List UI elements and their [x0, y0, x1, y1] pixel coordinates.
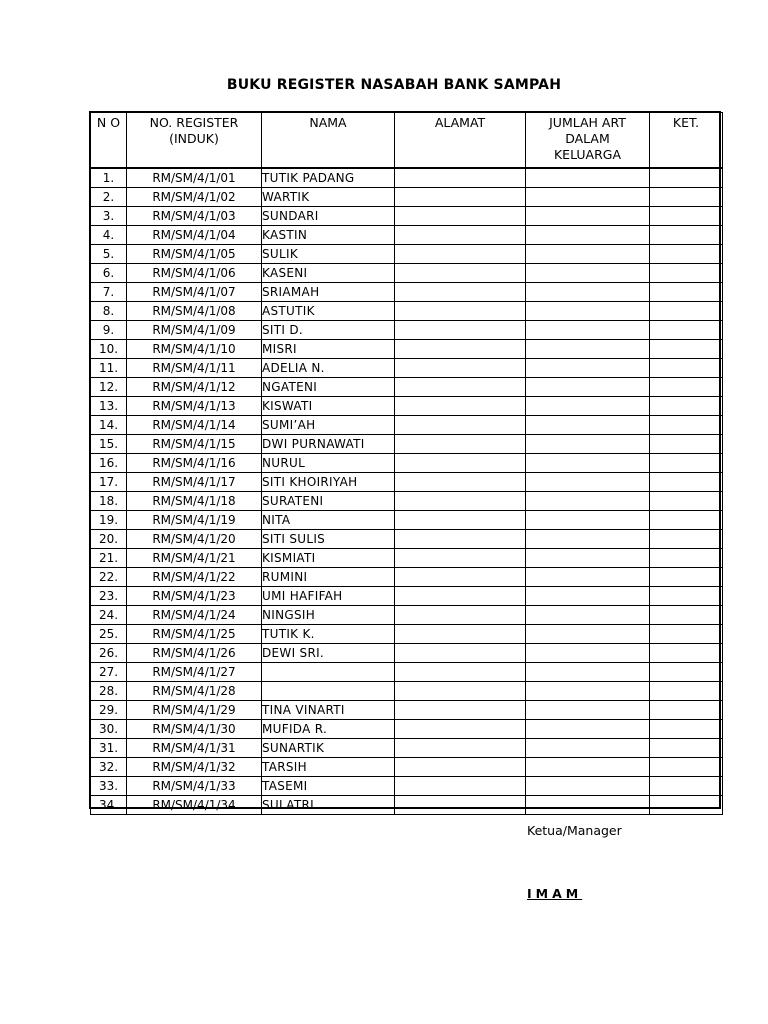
header-jumlah-art: JUMLAH ART DALAM KELUARGA: [526, 113, 650, 169]
jumlah-art-cell: [526, 473, 650, 492]
nama-cell: UMI HAFIFAH: [262, 587, 395, 606]
row-number-cell: 26.: [91, 644, 127, 663]
jumlah-art-cell: [526, 454, 650, 473]
table-row: [91, 701, 723, 720]
register-number-cell: RM/SM/4/1/34: [127, 796, 262, 815]
register-number-cell: RM/SM/4/1/19: [127, 511, 262, 530]
table-row: [91, 416, 723, 435]
table-row: [91, 397, 723, 416]
jumlah-art-cell: [526, 378, 650, 397]
ket-cell: [650, 720, 723, 739]
register-number-cell: RM/SM/4/1/09: [127, 321, 262, 340]
register-number-cell: RM/SM/4/1/05: [127, 245, 262, 264]
register-number-cell: RM/SM/4/1/26: [127, 644, 262, 663]
ket-cell: [650, 549, 723, 568]
row-number-cell: 2.: [91, 188, 127, 207]
table-row: [91, 530, 723, 549]
table-row: [91, 587, 723, 606]
alamat-cell: [395, 340, 526, 359]
nama-cell: KISWATI: [262, 397, 395, 416]
ket-cell: [650, 283, 723, 302]
nama-cell: NINGSIH: [262, 606, 395, 625]
jumlah-art-cell: [526, 625, 650, 644]
ket-cell: [650, 340, 723, 359]
alamat-cell: [395, 587, 526, 606]
nama-cell: [262, 663, 395, 682]
register-number-cell: RM/SM/4/1/25: [127, 625, 262, 644]
alamat-cell: [395, 625, 526, 644]
register-number-cell: RM/SM/4/1/31: [127, 739, 262, 758]
alamat-cell: [395, 359, 526, 378]
table-row: [91, 359, 723, 378]
register-number-cell: RM/SM/4/1/14: [127, 416, 262, 435]
register-number-cell: RM/SM/4/1/02: [127, 188, 262, 207]
ket-cell: [650, 568, 723, 587]
alamat-cell: [395, 435, 526, 454]
ket-cell: [650, 777, 723, 796]
nama-cell: SULIK: [262, 245, 395, 264]
table-row: [91, 777, 723, 796]
ket-cell: [650, 207, 723, 226]
nama-cell: MUFIDA R.: [262, 720, 395, 739]
nama-cell: SRIAMAH: [262, 283, 395, 302]
nama-cell: ADELIA N.: [262, 359, 395, 378]
ket-cell: [650, 416, 723, 435]
jumlah-art-cell: [526, 549, 650, 568]
ket-cell: [650, 758, 723, 777]
register-number-cell: RM/SM/4/1/11: [127, 359, 262, 378]
nama-cell: [262, 682, 395, 701]
table-row: [91, 264, 723, 283]
jumlah-art-cell: [526, 644, 650, 663]
ket-cell: [650, 397, 723, 416]
jumlah-art-cell: [526, 435, 650, 454]
nama-cell: SURATENI: [262, 492, 395, 511]
register-number-cell: RM/SM/4/1/08: [127, 302, 262, 321]
table-row: [91, 663, 723, 682]
register-number-cell: RM/SM/4/1/07: [127, 283, 262, 302]
alamat-cell: [395, 397, 526, 416]
ket-cell: [650, 264, 723, 283]
row-number-cell: 9.: [91, 321, 127, 340]
alamat-cell: [395, 473, 526, 492]
ket-cell: [650, 378, 723, 397]
ket-cell: [650, 625, 723, 644]
table-row: [91, 549, 723, 568]
table-row: [91, 378, 723, 397]
alamat-cell: [395, 758, 526, 777]
register-number-cell: RM/SM/4/1/10: [127, 340, 262, 359]
table-row: [91, 473, 723, 492]
table-row: [91, 796, 723, 815]
alamat-cell: [395, 207, 526, 226]
register-number-cell: RM/SM/4/1/28: [127, 682, 262, 701]
nama-cell: SUNARTIK: [262, 739, 395, 758]
nama-cell: SULATRI: [262, 796, 395, 815]
ket-cell: [650, 454, 723, 473]
row-number-cell: 30.: [91, 720, 127, 739]
table-row: [91, 739, 723, 758]
row-number-cell: 16.: [91, 454, 127, 473]
ket-cell: [650, 435, 723, 454]
register-number-cell: RM/SM/4/1/12: [127, 378, 262, 397]
row-number-cell: 29.: [91, 701, 127, 720]
signature-role: Ketua/Manager: [527, 823, 622, 838]
nama-cell: RUMINI: [262, 568, 395, 587]
jumlah-art-cell: [526, 796, 650, 815]
table-row: [91, 321, 723, 340]
jumlah-art-cell: [526, 168, 650, 188]
jumlah-art-cell: [526, 416, 650, 435]
table-row: [91, 340, 723, 359]
table-row: [91, 207, 723, 226]
alamat-cell: [395, 606, 526, 625]
alamat-cell: [395, 188, 526, 207]
row-number-cell: 32.: [91, 758, 127, 777]
alamat-cell: [395, 663, 526, 682]
alamat-cell: [395, 264, 526, 283]
row-number-cell: 24.: [91, 606, 127, 625]
register-number-cell: RM/SM/4/1/13: [127, 397, 262, 416]
nama-cell: SITI KHOIRIYAH: [262, 473, 395, 492]
nama-cell: SUNDARI: [262, 207, 395, 226]
register-number-cell: RM/SM/4/1/17: [127, 473, 262, 492]
row-number-cell: 5.: [91, 245, 127, 264]
row-number-cell: 4.: [91, 226, 127, 245]
register-number-cell: RM/SM/4/1/30: [127, 720, 262, 739]
nama-cell: SITI D.: [262, 321, 395, 340]
document-title: BUKU REGISTER NASABAH BANK SAMPAH: [226, 77, 562, 93]
alamat-cell: [395, 321, 526, 340]
nama-cell: ASTUTIK: [262, 302, 395, 321]
nama-cell: WARTIK: [262, 188, 395, 207]
ket-cell: [650, 492, 723, 511]
jumlah-art-cell: [526, 359, 650, 378]
jumlah-art-cell: [526, 264, 650, 283]
ket-cell: [650, 701, 723, 720]
jumlah-art-cell: [526, 720, 650, 739]
jumlah-art-cell: [526, 663, 650, 682]
register-number-cell: RM/SM/4/1/03: [127, 207, 262, 226]
nama-cell: TASEMI: [262, 777, 395, 796]
row-number-cell: 33.: [91, 777, 127, 796]
row-number-cell: 1.: [91, 168, 127, 188]
jumlah-art-cell: [526, 321, 650, 340]
alamat-cell: [395, 416, 526, 435]
alamat-cell: [395, 796, 526, 815]
row-number-cell: 13.: [91, 397, 127, 416]
alamat-cell: [395, 511, 526, 530]
ket-cell: [650, 359, 723, 378]
jumlah-art-cell: [526, 302, 650, 321]
row-number-cell: 8.: [91, 302, 127, 321]
table-row: [91, 435, 723, 454]
alamat-cell: [395, 777, 526, 796]
jumlah-art-cell: [526, 739, 650, 758]
register-number-cell: RM/SM/4/1/20: [127, 530, 262, 549]
alamat-cell: [395, 701, 526, 720]
ket-cell: [650, 796, 723, 815]
ket-cell: [650, 302, 723, 321]
table-header-row: [91, 113, 723, 169]
ket-cell: [650, 511, 723, 530]
register-number-cell: RM/SM/4/1/32: [127, 758, 262, 777]
alamat-cell: [395, 283, 526, 302]
row-number-cell: 17.: [91, 473, 127, 492]
row-number-cell: 10.: [91, 340, 127, 359]
nama-cell: DWI PURNAWATI: [262, 435, 395, 454]
nama-cell: SITI SULIS: [262, 530, 395, 549]
nama-cell: MISRI: [262, 340, 395, 359]
table-row: [91, 454, 723, 473]
row-number-cell: 7.: [91, 283, 127, 302]
alamat-cell: [395, 644, 526, 663]
register-number-cell: RM/SM/4/1/15: [127, 435, 262, 454]
alamat-cell: [395, 245, 526, 264]
register-number-cell: RM/SM/4/1/16: [127, 454, 262, 473]
ket-cell: [650, 530, 723, 549]
row-number-cell: 28.: [91, 682, 127, 701]
table-body: [91, 168, 723, 815]
alamat-cell: [395, 168, 526, 188]
jumlah-art-cell: [526, 606, 650, 625]
ket-cell: [650, 682, 723, 701]
alamat-cell: [395, 720, 526, 739]
jumlah-art-cell: [526, 682, 650, 701]
header-no: N O: [91, 113, 127, 169]
register-number-cell: RM/SM/4/1/21: [127, 549, 262, 568]
table-row: [91, 625, 723, 644]
nama-cell: SUMI’AH: [262, 416, 395, 435]
table-row: [91, 168, 723, 188]
alamat-cell: [395, 492, 526, 511]
table-row: [91, 758, 723, 777]
jumlah-art-cell: [526, 511, 650, 530]
nama-cell: TARSIH: [262, 758, 395, 777]
jumlah-art-cell: [526, 758, 650, 777]
register-table: [90, 112, 723, 815]
alamat-cell: [395, 739, 526, 758]
row-number-cell: 23.: [91, 587, 127, 606]
register-number-cell: RM/SM/4/1/24: [127, 606, 262, 625]
alamat-cell: [395, 682, 526, 701]
row-number-cell: 34.: [91, 796, 127, 815]
nama-cell: NGATENI: [262, 378, 395, 397]
alamat-cell: [395, 549, 526, 568]
alamat-cell: [395, 454, 526, 473]
nama-cell: KASTIN: [262, 226, 395, 245]
header-ket: KET.: [650, 113, 723, 169]
ket-cell: [650, 644, 723, 663]
nama-cell: KASENI: [262, 264, 395, 283]
register-number-cell: RM/SM/4/1/01: [127, 168, 262, 188]
row-number-cell: 19.: [91, 511, 127, 530]
nama-cell: TUTIK PADANG: [262, 168, 395, 188]
ket-cell: [650, 245, 723, 264]
alamat-cell: [395, 530, 526, 549]
register-number-cell: RM/SM/4/1/04: [127, 226, 262, 245]
ket-cell: [650, 606, 723, 625]
row-number-cell: 20.: [91, 530, 127, 549]
signature-name: IMAM: [527, 886, 583, 901]
table-row: [91, 644, 723, 663]
register-number-cell: RM/SM/4/1/23: [127, 587, 262, 606]
register-number-cell: RM/SM/4/1/18: [127, 492, 262, 511]
row-number-cell: 25.: [91, 625, 127, 644]
ket-cell: [650, 226, 723, 245]
jumlah-art-cell: [526, 701, 650, 720]
table-row: [91, 283, 723, 302]
row-number-cell: 18.: [91, 492, 127, 511]
alamat-cell: [395, 378, 526, 397]
register-number-cell: RM/SM/4/1/22: [127, 568, 262, 587]
nama-cell: KISMIATI: [262, 549, 395, 568]
jumlah-art-cell: [526, 777, 650, 796]
table-row: [91, 511, 723, 530]
alamat-cell: [395, 568, 526, 587]
row-number-cell: 3.: [91, 207, 127, 226]
jumlah-art-cell: [526, 226, 650, 245]
row-number-cell: 31.: [91, 739, 127, 758]
jumlah-art-cell: [526, 207, 650, 226]
alamat-cell: [395, 226, 526, 245]
row-number-cell: 12.: [91, 378, 127, 397]
row-number-cell: 27.: [91, 663, 127, 682]
table-row: [91, 720, 723, 739]
table-row: [91, 492, 723, 511]
ket-cell: [650, 587, 723, 606]
row-number-cell: 15.: [91, 435, 127, 454]
jumlah-art-cell: [526, 245, 650, 264]
ket-cell: [650, 739, 723, 758]
ket-cell: [650, 321, 723, 340]
row-number-cell: 11.: [91, 359, 127, 378]
jumlah-art-cell: [526, 568, 650, 587]
table-row: [91, 682, 723, 701]
row-number-cell: 21.: [91, 549, 127, 568]
register-number-cell: RM/SM/4/1/29: [127, 701, 262, 720]
nama-cell: TINA VINARTI: [262, 701, 395, 720]
jumlah-art-cell: [526, 397, 650, 416]
register-number-cell: RM/SM/4/1/06: [127, 264, 262, 283]
row-number-cell: 6.: [91, 264, 127, 283]
jumlah-art-cell: [526, 587, 650, 606]
jumlah-art-cell: [526, 188, 650, 207]
table-row: [91, 245, 723, 264]
table-row: [91, 226, 723, 245]
header-nama: NAMA: [262, 113, 395, 169]
table-row: [91, 568, 723, 587]
nama-cell: TUTIK K.: [262, 625, 395, 644]
header-register: NO. REGISTER (INDUK): [127, 113, 262, 169]
table-row: [91, 302, 723, 321]
jumlah-art-cell: [526, 530, 650, 549]
ket-cell: [650, 188, 723, 207]
table-row: [91, 188, 723, 207]
ket-cell: [650, 473, 723, 492]
row-number-cell: 22.: [91, 568, 127, 587]
header-alamat: ALAMAT: [395, 113, 526, 169]
table-row: [91, 606, 723, 625]
jumlah-art-cell: [526, 283, 650, 302]
ket-cell: [650, 168, 723, 188]
register-number-cell: RM/SM/4/1/27: [127, 663, 262, 682]
nama-cell: DEWI SRI.: [262, 644, 395, 663]
register-number-cell: RM/SM/4/1/33: [127, 777, 262, 796]
alamat-cell: [395, 302, 526, 321]
row-number-cell: 14.: [91, 416, 127, 435]
jumlah-art-cell: [526, 340, 650, 359]
nama-cell: NITA: [262, 511, 395, 530]
ket-cell: [650, 663, 723, 682]
jumlah-art-cell: [526, 492, 650, 511]
nama-cell: NURUL: [262, 454, 395, 473]
